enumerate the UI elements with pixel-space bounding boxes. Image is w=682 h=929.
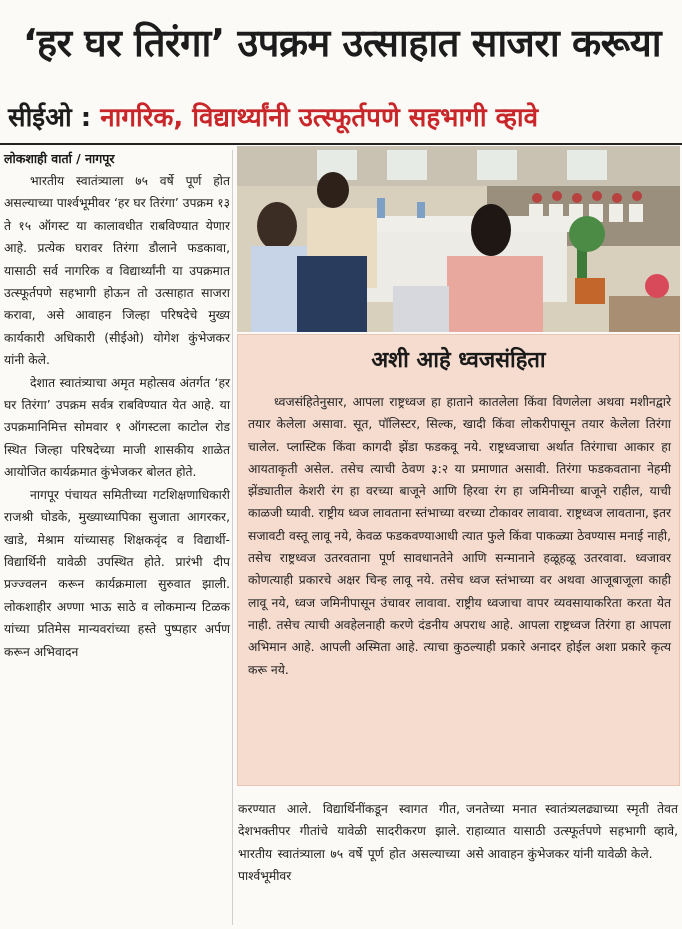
article-column-2 [238,798,460,888]
byline: लोकशाही वार्ता / नागपूर [4,151,115,166]
event-photo-illustration [237,146,680,332]
article-paragraph: भारतीय स्वातंत्र्याला ७५ वर्षे पूर्ण होत असल्याच्या पार्श्वभूमीवर ‘हर घर तिरंगा’ उपक्रम १३ ते १५ ऑगस्ट या कालावधीत राबविण्यात येणार आहे. प्रत्येक घरावर तिरंगा डौलाने फडकावा, यासाठी सर्व नागरिक व विद्यार्थ्यांनी या उपक्रमात उत्स्फूर्तपणे सहभागी होऊन तो उत्साहात साजरा करावा, असे आवाहन जिल्हा परिषदेचे मुख्य कार्यकारी अधिकारी (सीईओ) योगेश कुंभेजकर यांनी केले. [4,174,230,368]
article-paragraph: देशात स्वातंत्र्याचा अमृत महोत्सव अंतर्गत ‘हर घर तिरंगा’ उपक्रम सर्वत्र राबविण्यात येत आहे. या उपक्रमानिमित्त सोमवार १ ऑगस्टला काटोल रोड स्थित जिल्हा परिषदेच्या माजी शासकीय शाळेत आयोजित कार्यक्रमात कुंभेजकर बोलत होते. [4,375,230,480]
article-column-1 [4,170,230,663]
flag-code-box [237,334,680,786]
subheadline [8,96,676,140]
article-column-3 [466,798,678,865]
event-photo [237,146,680,332]
column-divider [232,150,233,925]
flag-code-text: ध्वजसंहितेनुसार, आपला राष्ट्रध्वज हा हाताने कातलेला किंवा विणलेला अथवा मशीनद्वारे तयार केलेला असावा. सूत, पॉलिस्टर, सिल्क, खादी किंवा लोकरीपासून तयार केलेला तिरंगा चालेल. प्लास्टिक किंवा कागदी झेंडा फडकवू नये. राष्ट्रध्वजाचा अर्थात तिरंगाचा आकार हा आयताकृती असेल. तसेच त्याची ठेवण ३:२ या प्रमाणात असावी. तिरंगा फडकवताना नेहमी झेंड्यातील केशरी रंग हा वरच्या बाजूने आणि हिरवा रंग हा जमिनीच्या बाजूने राहील, याची काळजी घ्यावी. राष्ट्रीय ध्वज लावताना स्तंभाच्या वरच्या टोकावर लावावा. राष्ट्रध्वज लावताना, इतर सजावटी वस्तू लावू नये, केवळ फडकवण्याआधी त्यात फुले किंवा पाकळ्या ठेवण्यास मनाई नाही, तसेच राष्ट्रध्वज उतरवताना पूर्ण सावधानतेने आणि सन्मानाने हळूहळू उतरवावा. ध्वजावर कोणत्याही प्रकारचे अक्षर चिन्ह लावू नये. तसेच ध्वज स्तंभाच्या वर अथवा आजूबाजूला काही लावू नये, ध्वज जमिनीपासून उंचावर लावावा. राष्ट्रीय ध्वजाचा वापर व्यवसायाकरिता करता येत नाही. तसेच त्याची अवहेलनाही करणे दंडनीय अपराध आहे. आपला राष्ट्रध्वज तिरंगा हा आपला अभिमान आहे. आपली अस्मिता आहे. त्याचा कुठल्याही प्रकारे अनादर होईल अशा प्रकारे कृत्य करू नये. [248,395,671,677]
article-paragraph: करण्यात आले. विद्यार्थिनींकडून स्वागत गीत, देशभक्तीपर गीतांचे यावेळी सादरीकरण झाले. भारतीय स्वातंत्र्याला ७५ वर्षे पूर्ण होत असल्याच्या पार्श्वभूमीवर [238,802,460,884]
subheadline-message: नागरिक, विद्यार्थ्यांनी उत्स्फूर्तपणे सहभागी व्हावे [100,103,539,133]
article-paragraph: जनतेच्या मनात स्वातंत्र्यलढ्याच्या स्मृती तेवत राहाव्यात यासाठी उत्स्फूर्तपणे सहभागी व्हावे, असे आवाहन कुंभेजकर यांनी यावेळी केले. [466,802,678,861]
subheadline-speaker: सीईओ : [8,103,101,133]
article-paragraph: नागपूर पंचायत समितीच्या गटशिक्षणाधिकारी राजश्री घोडके, मुख्याध्यापिका सुजाता आगरकर, खाडे, मेश्राम यांच्यासह शिक्षकवृंद व विद्यार्थी-विद्यार्थिनी यावेळी उपस्थित होते. प्रारंभी दीप प्रज्ज्वलन करून कार्यक्रमाला सुरुवात झाली. लोकशाहीर अण्णा भाऊ साठे व लोकमान्य टिळक यांच्या प्रतिमेस मान्यवरांच्या हस्ते पुष्पहार अर्पण करून अभिवादन [4,487,230,659]
flag-code-title: अशी आहे ध्वजसंहिता [371,348,546,373]
header-divider [0,143,682,145]
headline: ‘हर घर तिरंगा’ उपक्रम उत्साहात साजरा करूया [22,21,662,65]
